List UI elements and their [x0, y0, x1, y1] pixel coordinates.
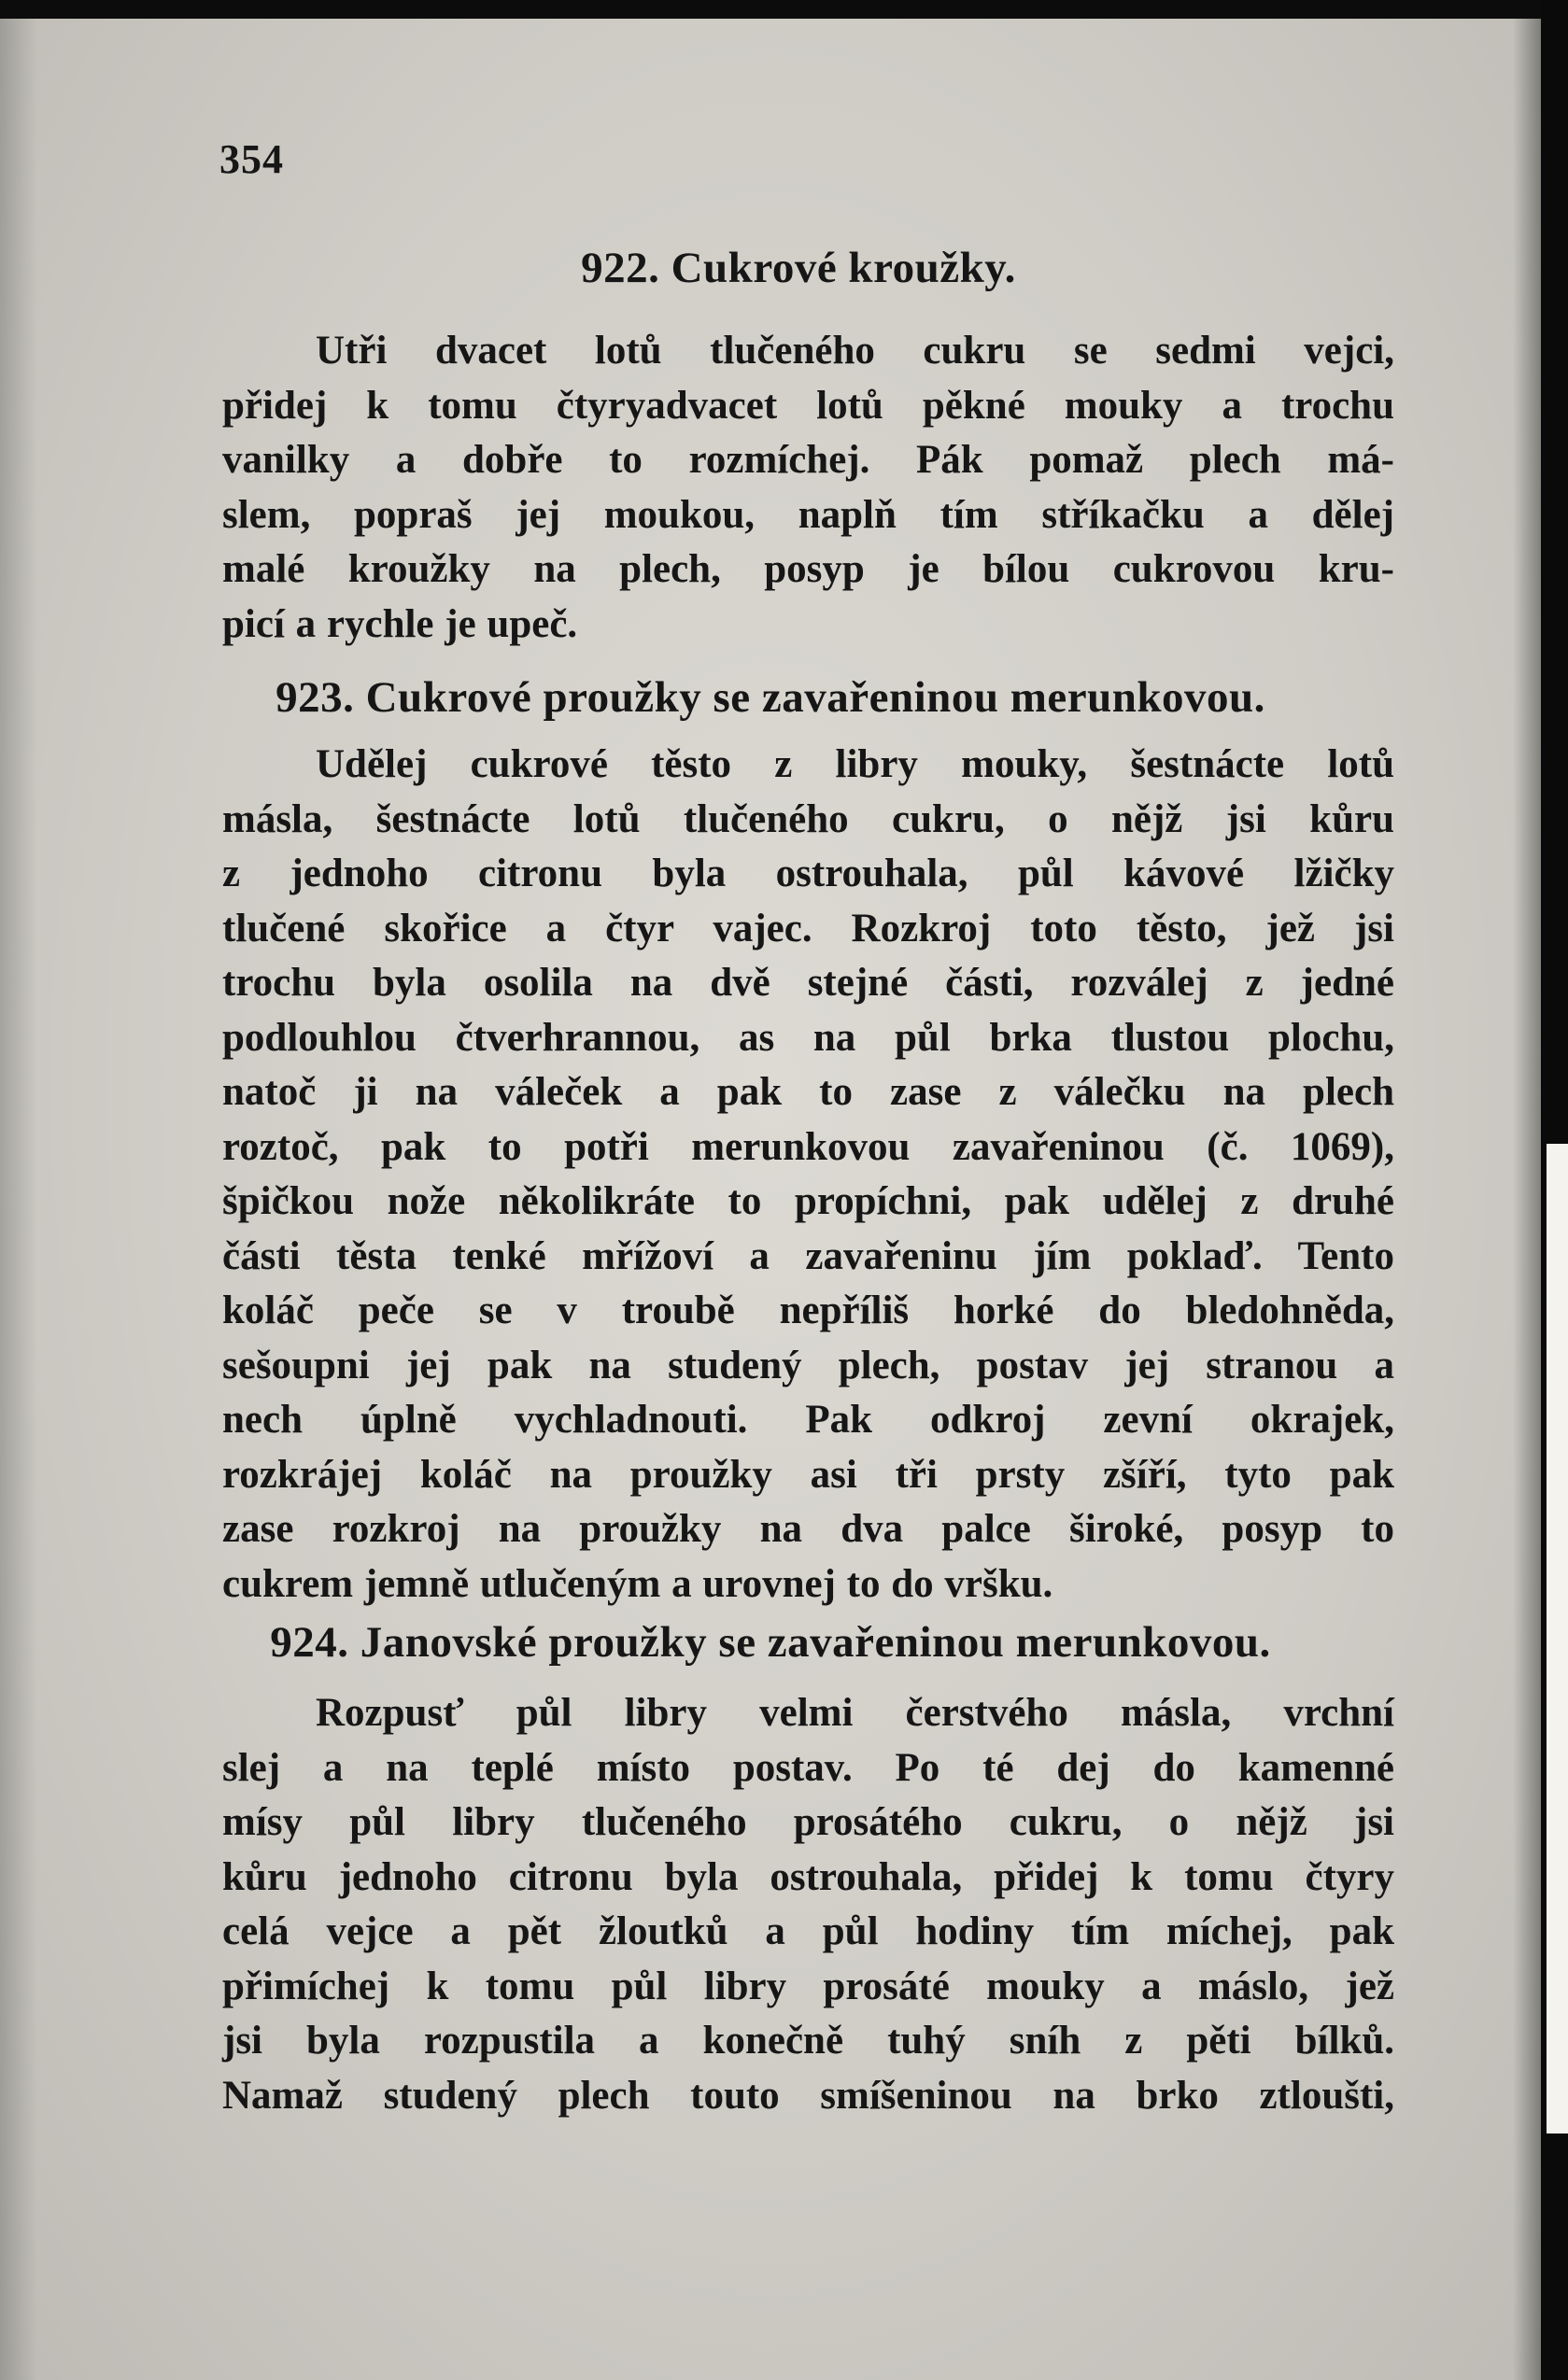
paragraph-line: rozkrájej koláč na proužky asi tři prsty zšíří, tyto pak [222, 1452, 1394, 1497]
paragraph-line: Utři dvacet lotů tlučeného cukru se sedmi vejci, [316, 329, 1394, 373]
page-number: 354 [219, 136, 284, 182]
paragraph-line: másla, šestnácte lotů tlučeného cukru, o nějž jsi kůru [222, 796, 1394, 841]
paragraph-line: vanilky a dobře to rozmíchej. Pák pomaž plech má- [222, 438, 1394, 482]
paragraph-line: nech úplně vychladnouti. Pak odkroj zevní okrajek, [222, 1398, 1394, 1442]
paragraph-line: špičkou nože několikráte to propíchni, pak udělej z druhé [222, 1179, 1394, 1223]
paragraph-line: Namaž studený plech touto smíšeninou na brko ztloušti, [222, 2073, 1394, 2118]
recipe-heading-924: 924. Janovské proužky se zavařeninou merunkovou. [270, 1618, 1271, 1667]
paragraph-line: přimíchej k tomu půl libry prosáté mouky a máslo, jež [222, 1964, 1394, 2008]
paragraph-line: sešoupni jej pak na studený plech, postav jej stranou a [222, 1343, 1394, 1387]
recipe-paragraph-924 [222, 1686, 1394, 2123]
paragraph-line: trochu byla osolila na dvě stejné části, rozválej z jedné [222, 961, 1394, 1005]
paragraph-line: zase rozkroj na proužky na dva palce široké, posyp to [222, 1507, 1394, 1551]
recipe-heading-922: 922. Cukrové kroužky. [581, 244, 1016, 292]
paragraph-line: koláč peče se v troubě nepříliš horké do bledohněda, [222, 1289, 1394, 1332]
paragraph-line: z jednoho citronu byla ostrouhala, půl kávové lžičky [222, 852, 1394, 895]
adjacent-page-edge [1541, 1144, 1568, 2134]
recipe-paragraph-923 [222, 738, 1394, 1612]
paragraph-line: slem, popraš jej moukou, naplň tím stříkačku a dělej [222, 492, 1394, 537]
book-page [0, 19, 1541, 2380]
paragraph-line: slej a na teplé místo postav. Po té dej do kamenné [222, 1745, 1394, 1790]
recipe-heading-923: 923. Cukrové proužky se zavařeninou merunkovou. [275, 673, 1265, 722]
paragraph-line: Rozpusť půl libry velmi čerstvého másla, vrchní [316, 1691, 1394, 1735]
paragraph-line: cukrem jemně utlučeným a urovnej to do vršku. [222, 1561, 1053, 1606]
paragraph-line: podlouhlou čtverhrannou, as na půl brka tlustou plochu, [222, 1015, 1394, 1060]
paragraph-line: picí a rychle je upeč. [222, 601, 578, 646]
paragraph-line: kůru jednoho citronu byla ostrouhala, přidej k tomu čtyry [222, 1854, 1394, 1899]
paragraph-line: části těsta tenké mřížoví a zavařeninu jím poklaď. Tento [222, 1233, 1394, 1278]
paragraph-line: roztoč, pak to potři merunkovou zavařeninou (č. 1069), [222, 1124, 1394, 1169]
paragraph-line: natoč ji na váleček a pak to zase z válečku na plech [222, 1070, 1394, 1114]
recipe-paragraph-922 [222, 324, 1394, 652]
paragraph-line: tlučené skořice a čtyr vajec. Rozkroj toto těsto, jež jsi [222, 906, 1394, 951]
paragraph-line: mísy půl libry tlučeného prosátého cukru, o nějž jsi [222, 1800, 1394, 1844]
paragraph-line: jsi byla rozpustila a konečně tuhý sníh z pěti bílků. [222, 2019, 1394, 2063]
paragraph-line: Udělej cukrové těsto z libry mouky, šestnácte lotů [316, 742, 1394, 786]
paragraph-line: přidej k tomu čtyryadvacet lotů pěkné mouky a trochu [222, 383, 1394, 428]
paragraph-line: malé kroužky na plech, posyp je bílou cukrovou kru- [222, 547, 1394, 591]
scan-border-right [1541, 0, 1568, 2380]
page-edge-shadow-right [1513, 19, 1541, 2380]
page-edge-shadow-left [0, 19, 37, 2380]
paragraph-line: celá vejce a pět žloutků a půl hodiny tím míchej, pak [222, 1909, 1394, 1953]
